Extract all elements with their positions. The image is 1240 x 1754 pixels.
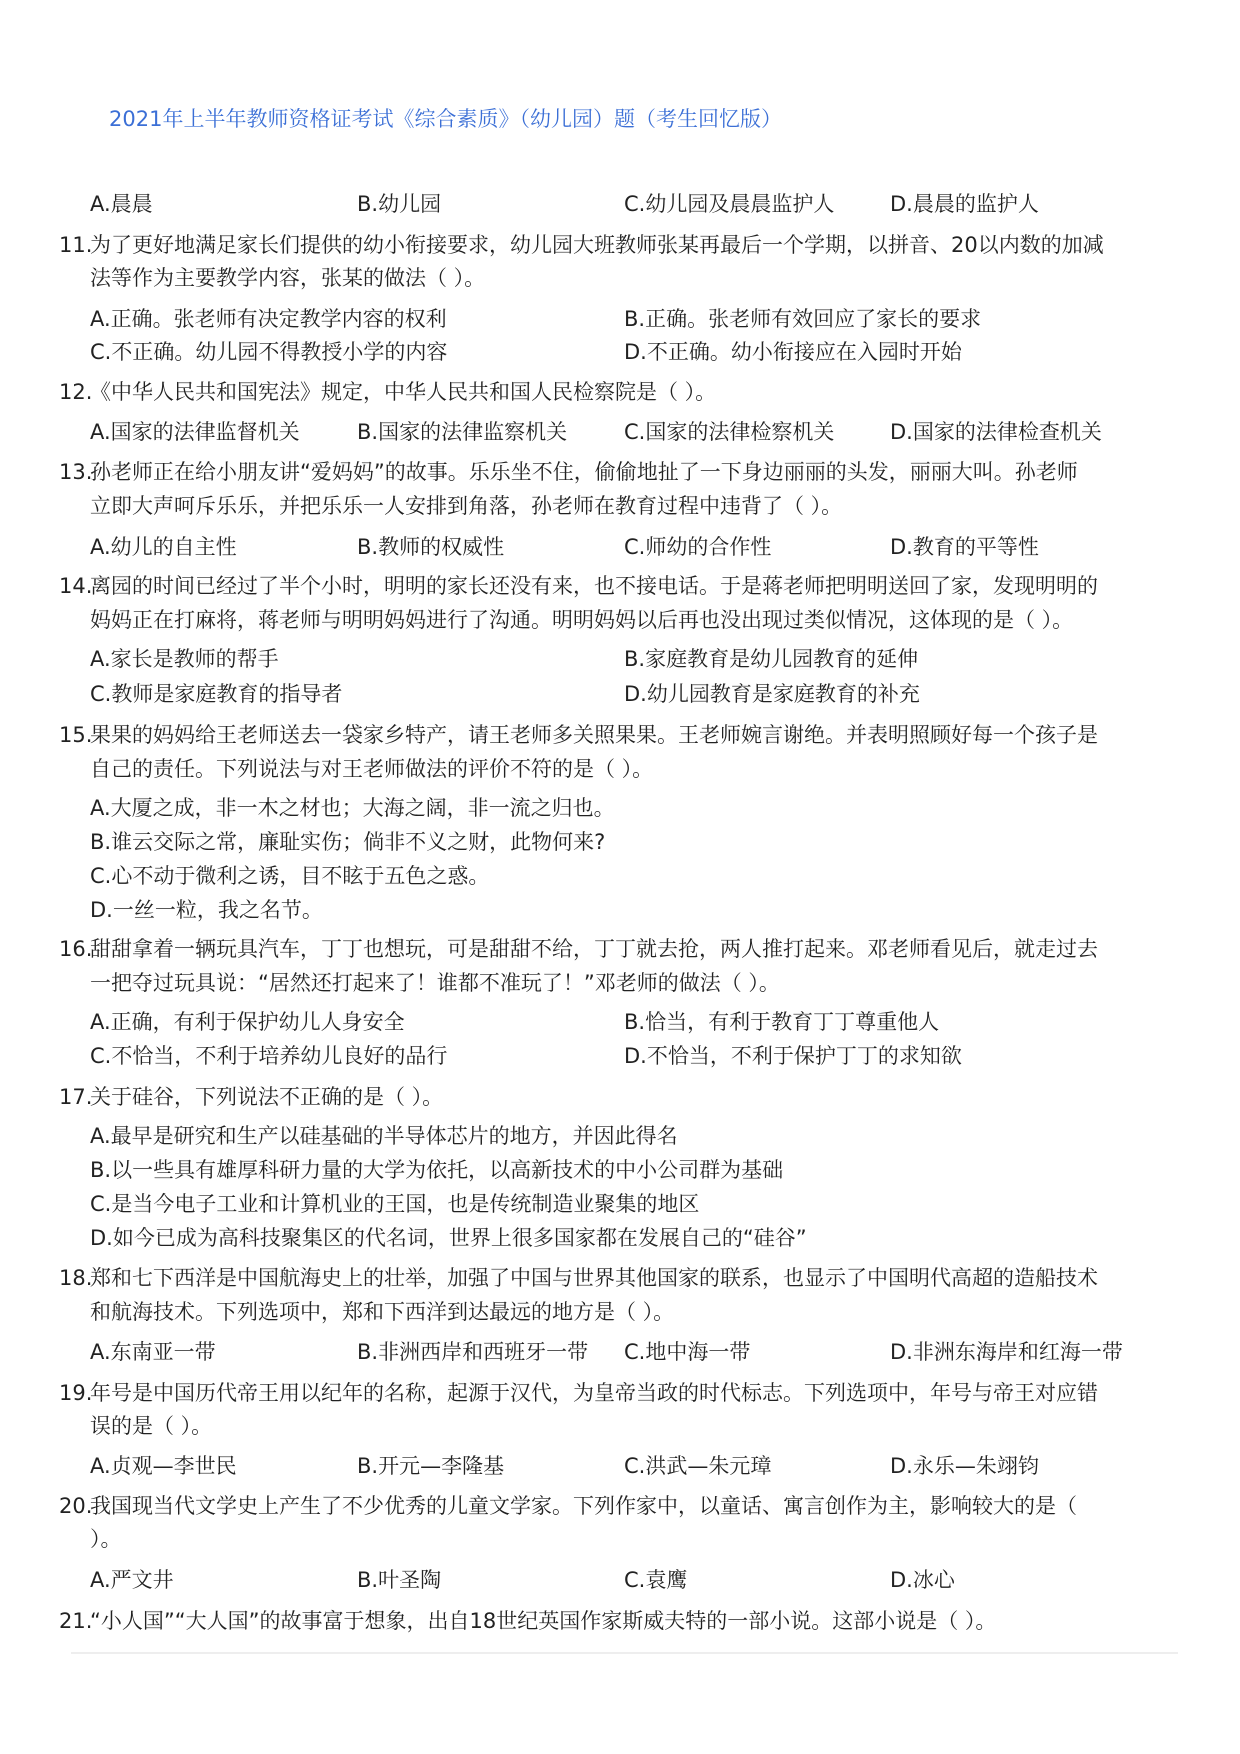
question-number: 20. <box>59 1494 93 1518</box>
option-d: D.永乐—朱翊钧 <box>890 1454 1039 1478</box>
question-stem-line: 关于硅谷，下列说法不正确的是（ ）。 <box>90 1085 444 1109</box>
question-number: 17. <box>59 1085 93 1109</box>
question-stem-line: 妈妈正在打麻将，蒋老师与明明妈妈进行了沟通。明明妈妈以后再也没出现过类似情况，这体现的是（ ）。 <box>90 608 1074 632</box>
option-d: D.国家的法律检查机关 <box>890 420 1102 444</box>
option-a: A.晨晨 <box>90 192 153 216</box>
option-d: D.冰心 <box>890 1568 955 1592</box>
question-number: 13. <box>59 460 93 484</box>
question-number: 19. <box>59 1381 93 1405</box>
option-b: B.非洲西岸和西班牙一带 <box>357 1340 589 1364</box>
document-title: 2021年上半年教师资格证考试《综合素质》（幼儿园）题（考生回忆版） <box>109 107 782 131</box>
option-b: B.幼儿园 <box>357 192 442 216</box>
option-d: D.教育的平等性 <box>890 535 1039 559</box>
question-stem-line: 和航海技术。下列选项中，郑和下西洋到达最远的地方是（ ）。 <box>90 1300 675 1324</box>
option-c: C.国家的法律检察机关 <box>624 420 835 444</box>
question-stem-line: 法等作为主要教学内容，张某的做法（ ）。 <box>90 266 486 290</box>
option-c: C.不恰当，不利于培养幼儿良好的品行 <box>90 1044 448 1068</box>
question-stem-line: 离园的时间已经过了半个小时，明明的家长还没有来，也不接电话。于是蒋老师把明明送回了家，发现明明的 <box>90 574 1098 598</box>
question-stem-line: 立即大声呵斥乐乐，并把乐乐一人安排到角落，孙老师在教育过程中违背了（ ）。 <box>90 494 843 518</box>
question-stem-line: 孙老师正在给小朋友讲“爱妈妈”的故事。乐乐坐不住，偷偷地扯了一下身边丽丽的头发，丽丽大叫。孙老师 <box>90 460 1078 484</box>
option-d: D.如今已成为高科技聚集区的代名词，世界上很多国家都在发展自己的“硅谷” <box>90 1226 807 1250</box>
option-b: B.恰当，有利于教育丁丁尊重他人 <box>624 1010 940 1034</box>
question-number: 21. <box>59 1609 93 1633</box>
question-stem-line: 果果的妈妈给王老师送去一袋家乡特产，请王老师多关照果果。王老师婉言谢绝。并表明照顾好每一个孩子是 <box>90 723 1098 747</box>
question-stem-line: “小人国”“大人国”的故事富于想象，出自18世纪英国作家斯威夫特的一部小说。这部小说是（ ）。 <box>90 1609 997 1633</box>
question-stem-line: 《中华人民共和国宪法》规定，中华人民共和国人民检察院是（ ）。 <box>90 380 717 404</box>
option-a: A.正确。张老师有决定教学内容的权利 <box>90 307 447 331</box>
option-b: B.开元—李隆基 <box>357 1454 505 1478</box>
option-b: B.以一些具有雄厚科研力量的大学为依托，以高新技术的中小公司群为基础 <box>90 1158 784 1182</box>
question-number: 16. <box>59 937 93 961</box>
option-d: D.非洲东海岸和红海一带 <box>890 1340 1123 1364</box>
page-divider <box>71 1652 1178 1654</box>
question-number: 15. <box>59 723 93 747</box>
option-b: B.教师的权威性 <box>357 535 505 559</box>
option-d: D.晨晨的监护人 <box>890 192 1039 216</box>
question-stem-line: 年号是中国历代帝王用以纪年的名称，起源于汉代，为皇帝当政的时代标志。下列选项中，年号与帝王对应错 <box>90 1381 1098 1405</box>
question-number: 14. <box>59 574 93 598</box>
question-stem-line: 自己的责任。下列说法与对王老师做法的评价不符的是（ ）。 <box>90 757 654 781</box>
question-stem-line: ）。 <box>90 1527 122 1551</box>
question-number: 11. <box>59 233 93 257</box>
option-d: D.一丝一粒，我之名节。 <box>90 898 323 922</box>
option-b: B.正确。张老师有效回应了家长的要求 <box>624 307 982 331</box>
option-d: D.幼儿园教育是家庭教育的补充 <box>624 682 920 706</box>
option-b: B.国家的法律监察机关 <box>357 420 568 444</box>
option-a: A.国家的法律监督机关 <box>90 420 300 444</box>
option-c: C.地中海一带 <box>624 1340 751 1364</box>
option-c: C.师幼的合作性 <box>624 535 772 559</box>
option-a: A.大厦之成，非一木之材也；大海之阔，非一流之归也。 <box>90 796 615 820</box>
option-c: C.幼儿园及晨晨监护人 <box>624 192 835 216</box>
option-c: C.是当今电子工业和计算机业的王国，也是传统制造业聚集的地区 <box>90 1192 700 1216</box>
question-stem-line: 郑和七下西洋是中国航海史上的壮举，加强了中国与世界其他国家的联系，也显示了中国明代高超的造船技术 <box>90 1266 1098 1290</box>
option-a: A.家长是教师的帮手 <box>90 647 279 671</box>
question-number: 18. <box>59 1266 93 1290</box>
question-stem-line: 甜甜拿着一辆玩具汽车，丁丁也想玩，可是甜甜不给，丁丁就去抢，两人推打起来。邓老师看见后，就走过去 <box>90 937 1098 961</box>
option-c: C.袁鹰 <box>624 1568 688 1592</box>
option-a: A.贞观—李世民 <box>90 1454 237 1478</box>
option-a: A.最早是研究和生产以硅基础的半导体芯片的地方，并因此得名 <box>90 1124 678 1148</box>
option-b: B.谁云交际之常，廉耻实伤；倘非不义之财，此物何来? <box>90 830 606 854</box>
option-a: A.幼儿的自主性 <box>90 535 237 559</box>
option-d: D.不正确。幼小衔接应在入园时开始 <box>624 340 962 364</box>
option-a: A.正确，有利于保护幼儿人身安全 <box>90 1010 405 1034</box>
option-d: D.不恰当，不利于保护丁丁的求知欲 <box>624 1044 962 1068</box>
option-c: C.心不动于微利之诱，目不眩于五色之惑。 <box>90 864 490 888</box>
question-stem-line: 为了更好地满足家长们提供的幼小衔接要求，幼儿园大班教师张某再最后一个学期，以拼音、20以内数的加减 <box>90 233 1104 257</box>
option-a: A.东南亚一带 <box>90 1340 216 1364</box>
question-stem-line: 我国现当代文学史上产生了不少优秀的儿童文学家。下列作家中，以童话、寓言创作为主，影响较大的是（ <box>90 1494 1077 1518</box>
option-c: C.教师是家庭教育的指导者 <box>90 682 343 706</box>
question-stem-line: 一把夺过玩具说：“居然还打起来了！谁都不准玩了！”邓老师的做法（ ）。 <box>90 971 780 995</box>
option-b: B.家庭教育是幼儿园教育的延伸 <box>624 647 919 671</box>
option-c: C.洪武—朱元璋 <box>624 1454 772 1478</box>
option-a: A.严文井 <box>90 1568 174 1592</box>
option-c: C.不正确。幼儿园不得教授小学的内容 <box>90 340 448 364</box>
question-number: 12. <box>59 380 93 404</box>
option-b: B.叶圣陶 <box>357 1568 442 1592</box>
question-stem-line: 误的是（ ）。 <box>90 1414 213 1438</box>
